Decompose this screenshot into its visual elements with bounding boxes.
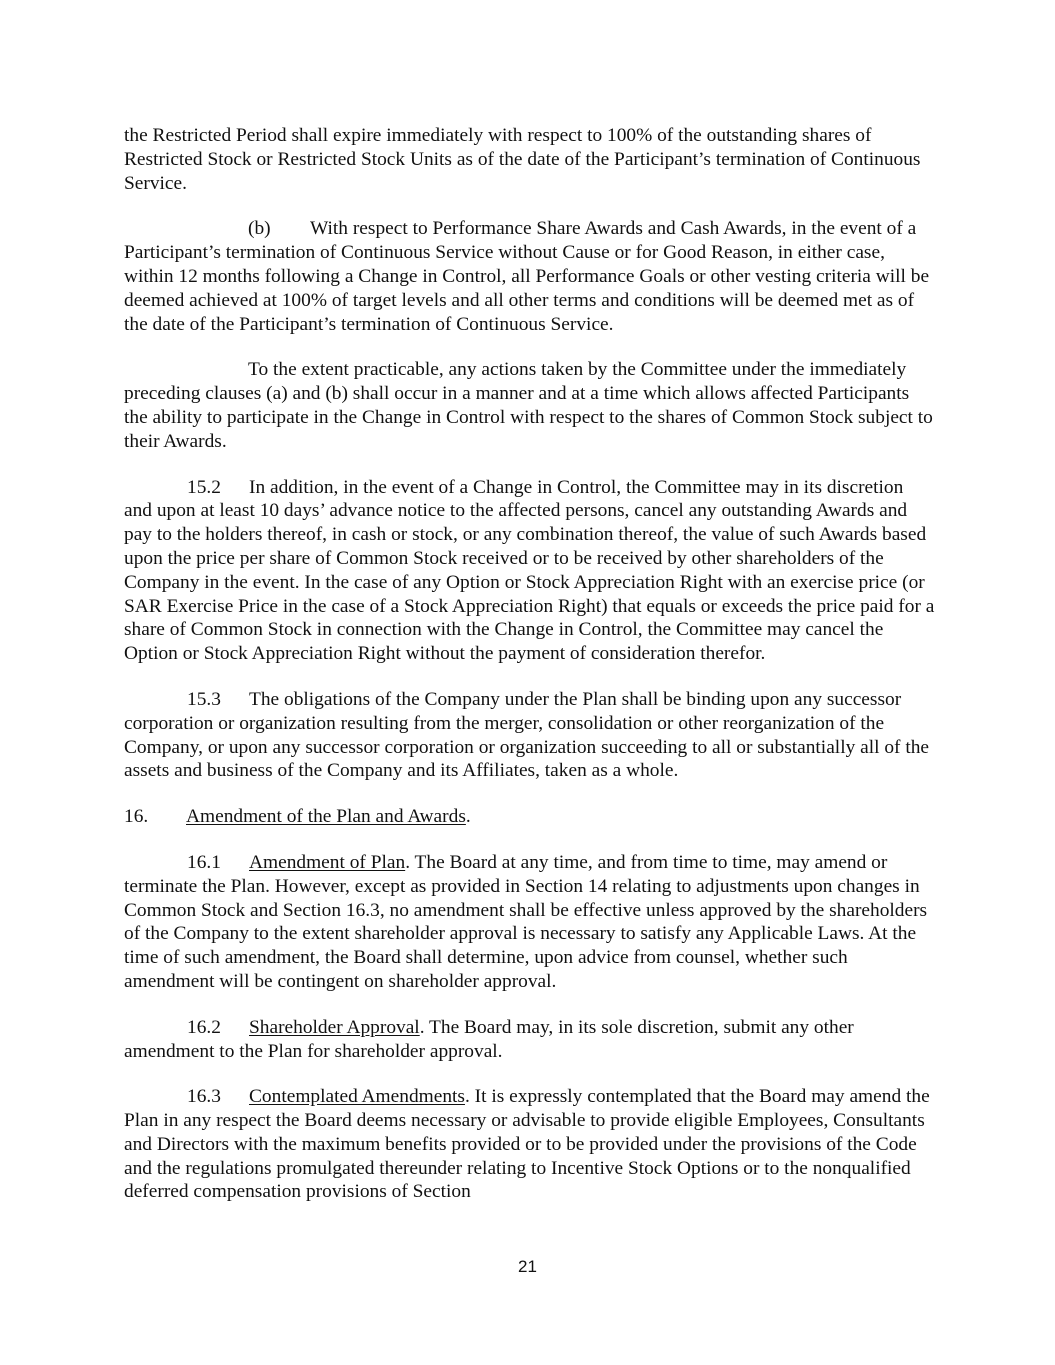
- intro-paragraph: the Restricted Period shall expire immediately with respect to 100% of the outstanding shares of Restricted Stock or Restricted Stock Units as of the date of the Participant’s termination of Continuous Service.: [124, 125, 921, 194]
- section-16-title: Amendment of the Plan and Awards: [186, 806, 466, 828]
- section-15-3: [124, 688, 936, 783]
- section-16-3-text: . It is expressly contemplated that the Board may amend the Plan in any respect the Board deems necessary or advisable to provide eligible Employees, Consultants and Directors with the maximum benefits provided or to be provided under the provisions of the Code and the regulations promulgated thereunder relating to Incentive Stock Options or to the nonqualified deferred compensation provisions of Section: [124, 1086, 930, 1203]
- section-16-2-number: 16.2: [187, 1016, 221, 1038]
- section-16-2-title: Shareholder Approval: [249, 1016, 420, 1038]
- document-page: [124, 124, 936, 1204]
- clause-b-label: (b): [248, 218, 271, 240]
- section-16-3: [124, 1085, 936, 1204]
- extent-paragraph: To the extent practicable, any actions taken by the Committee under the immediately preceding clauses (a) and (b) shall occur in a manner and at a time which allows affected Participants the ability to participate in the Change in Control with respect to the shares of Common Stock subject to their Awards.: [124, 359, 933, 452]
- section-16-1-title: Amendment of Plan: [249, 851, 406, 873]
- page-number: 21: [518, 1257, 537, 1276]
- section-16-1-number: 16.1: [187, 851, 221, 873]
- section-16-period: .: [465, 806, 471, 828]
- section-16-1: [124, 851, 936, 994]
- section-16-2-text: . The Board may, in its sole discretion, submit any other amendment to the Plan for shareholder approval.: [124, 1016, 854, 1062]
- section-16-3-title: Contemplated Amendments: [249, 1086, 465, 1108]
- section-15-2-number: 15.2: [187, 476, 221, 498]
- clause-b-text: With respect to Performance Share Awards and Cash Awards, in the event of a Participant’s termination of Continuous Service without Cause or for Good Reason, in either case, within 12 months following a Change in Control, all Performance Goals or other vesting criteria will be deemed achieved at 100% of target levels and all other terms and conditions will be deemed met as of the date of the Participant’s termination of Continuous Service.: [124, 218, 930, 335]
- section-16-number: 16.: [124, 806, 149, 828]
- section-15-3-text: The obligations of the Company under the Plan shall be binding upon any successor corporation or organization resulting from the merger, consolidation or other reorganization of the Company, or upon any successor corporation or organization succeeding to all or substantially all of the assets and business of the Company and its Affiliates, taken as a whole.: [124, 688, 930, 782]
- section-15-2: [124, 476, 936, 666]
- clause-b-paragraph: [124, 217, 936, 336]
- section-16-heading: [124, 805, 936, 829]
- section-16-2: [124, 1016, 936, 1064]
- section-16-1-text: . The Board at any time, and from time to time, may amend or terminate the Plan. However, except as provided in Section 14 relating to adjustments upon changes in Common Stock and Section 16.3, no amendment shall be effective unless approved by the shareholders of the Company to the extent shareholder approval is necessary to satisfy any Applicable Laws. At the time of such amendment, the Board shall determine, upon advice from counsel, whether such amendment will be contingent on shareholder approval.: [124, 851, 928, 992]
- section-16-3-number: 16.3: [187, 1086, 221, 1108]
- section-15-3-number: 15.3: [187, 688, 221, 710]
- section-15-2-text: In addition, in the event of a Change in Control, the Committee may in its discretion and upon at least 10 days’ advance notice to the affected persons, cancel any outstanding Awards and pay to the holders thereof, in cash or stock, or any combination thereof, the value of such Awards based upon the price per share of Common Stock received or to be received by other shareholders of the Company in the event. In the case of any Option or Stock Appreciation Right with an exercise price (or SAR Exercise Price in the case of a Stock Appreciation Right) that equals or exceeds the price paid for a share of Common Stock in connection with the Change in Control, the Committee may cancel the Option or Stock Appreciation Right without the payment of consideration therefor.: [124, 476, 935, 665]
